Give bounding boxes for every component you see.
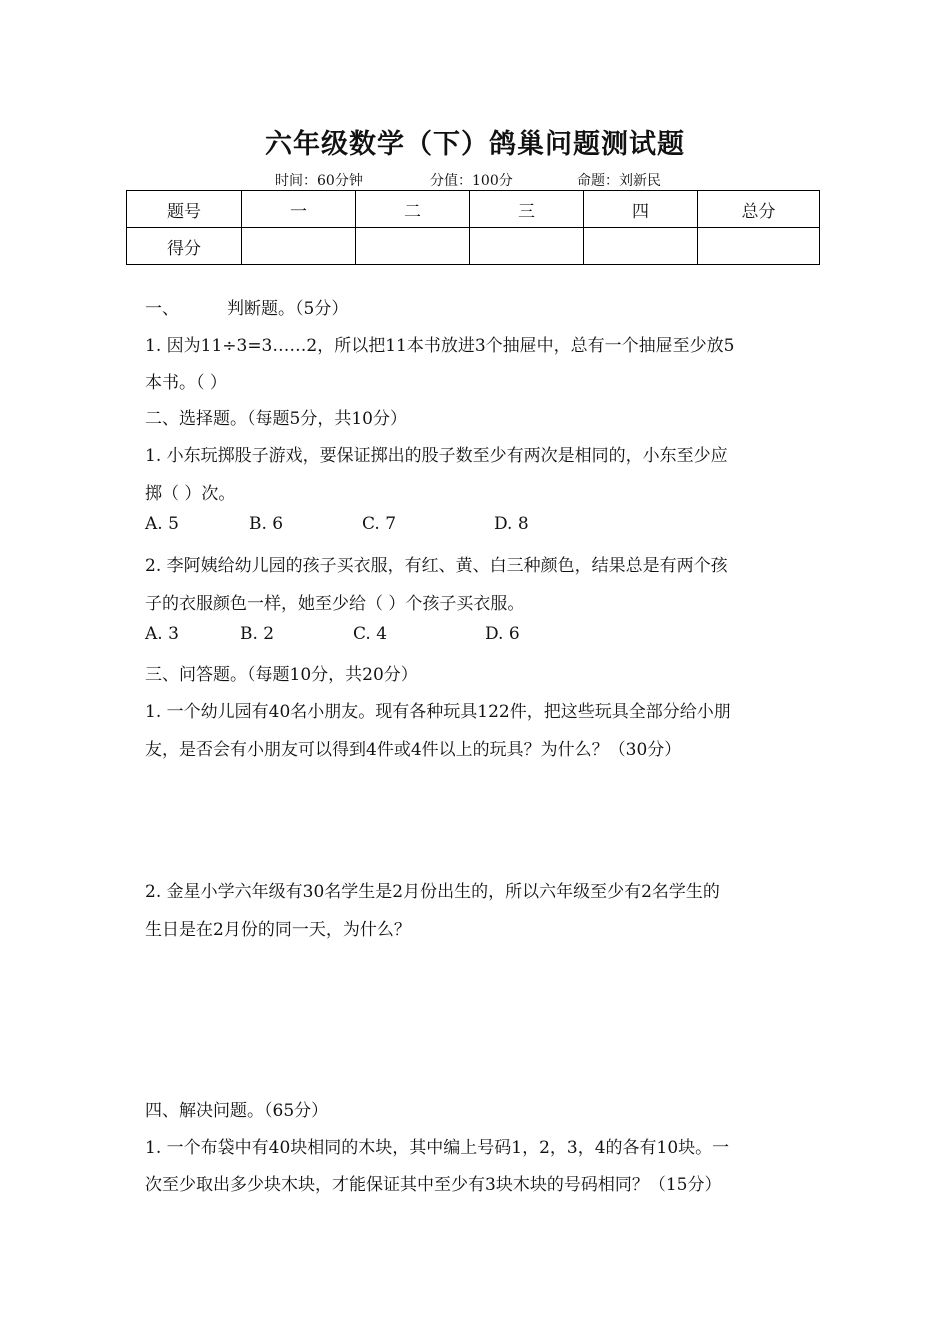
exam-author: 命题：刘新民 bbox=[577, 173, 661, 189]
s4-q1-line1: 1. 一个布袋中有40块相同的木块，其中编上号码1，2，3，4的各有10块。一 bbox=[145, 1138, 730, 1158]
cell-section-2: 二 bbox=[356, 191, 470, 228]
s2-q2-option-c: C. 4 bbox=[353, 624, 388, 644]
score-cell-3[interactable] bbox=[470, 228, 584, 265]
section1-heading-text: 判断题。（5分） bbox=[227, 299, 349, 319]
section1-heading bbox=[145, 294, 348, 319]
section3-heading: 三、问答题。（每题10分，共20分） bbox=[145, 665, 418, 685]
score-table-header-row bbox=[127, 191, 820, 228]
section2-heading: 二、选择题。（每题5分，共10分） bbox=[145, 409, 407, 429]
s3-q2-line2: 生日是在2月份的同一天，为什么？ bbox=[145, 920, 411, 940]
s2-q1-option-d: D. 8 bbox=[494, 514, 529, 534]
s4-q1-line2: 次至少取出多少块木块，才能保证其中至少有3块木块的号码相同？（15分） bbox=[145, 1175, 722, 1195]
s2-q2-line2: 子的衣服颜色一样，她至少给（ ）个孩子买衣服。 bbox=[145, 594, 525, 614]
s2-q2-option-d: D. 6 bbox=[485, 624, 520, 644]
section4-heading: 四、解决问题。（65分） bbox=[145, 1101, 329, 1121]
page-title: 六年级数学（下）鸽巢问题测试题 bbox=[265, 129, 685, 160]
cell-question-number: 题号 bbox=[127, 191, 242, 228]
exam-score-value: 分值：100分 bbox=[430, 173, 513, 189]
s2-q1-line2: 掷（ ）次。 bbox=[145, 484, 236, 504]
s3-q2-line1: 2. 金星小学六年级有30名学生是2月份出生的，所以六年级至少有2名学生的 bbox=[145, 882, 720, 902]
cell-total: 总分 bbox=[698, 191, 820, 228]
s2-q2-line1: 2. 李阿姨给幼儿园的孩子买衣服，有红、黄、白三种颜色，结果总是有两个孩 bbox=[145, 556, 728, 576]
score-cell-4[interactable] bbox=[584, 228, 698, 265]
cell-score-label: 得分 bbox=[127, 228, 242, 265]
s2-q1-line1: 1. 小东玩掷股子游戏，要保证掷出的股子数至少有两次是相同的，小东至少应 bbox=[145, 446, 728, 466]
s1-q1-line2: 本书。（ ） bbox=[145, 373, 227, 393]
s3-q1-line1: 1. 一个幼儿园有40名小朋友。现有各种玩具122件，把这些玩具全部分给小朋 bbox=[145, 702, 731, 722]
score-cell-1[interactable] bbox=[242, 228, 356, 265]
cell-section-3: 三 bbox=[470, 191, 584, 228]
s2-q2-option-a: A. 3 bbox=[145, 624, 179, 644]
section1-heading-number: 一、 bbox=[145, 299, 179, 319]
score-table bbox=[126, 190, 820, 265]
score-table-score-row bbox=[127, 228, 820, 265]
score-cell-2[interactable] bbox=[356, 228, 470, 265]
s2-q1-option-a: A. 5 bbox=[145, 514, 179, 534]
s2-q2-option-b: B. 2 bbox=[240, 624, 275, 644]
score-cell-total[interactable] bbox=[698, 228, 820, 265]
s3-q1-line2: 友，是否会有小朋友可以得到4件或4件以上的玩具？为什么？（30分） bbox=[145, 740, 682, 760]
s1-q1-line1: 1. 因为11÷3=3……2，所以把11本书放进3个抽屉中，总有一个抽屉至少放5 bbox=[145, 336, 735, 356]
cell-section-1: 一 bbox=[242, 191, 356, 228]
s2-q1-option-c: C. 7 bbox=[362, 514, 397, 534]
s2-q1-option-b: B. 6 bbox=[249, 514, 284, 534]
cell-section-4: 四 bbox=[584, 191, 698, 228]
exam-time: 时间：60分钟 bbox=[275, 173, 363, 189]
